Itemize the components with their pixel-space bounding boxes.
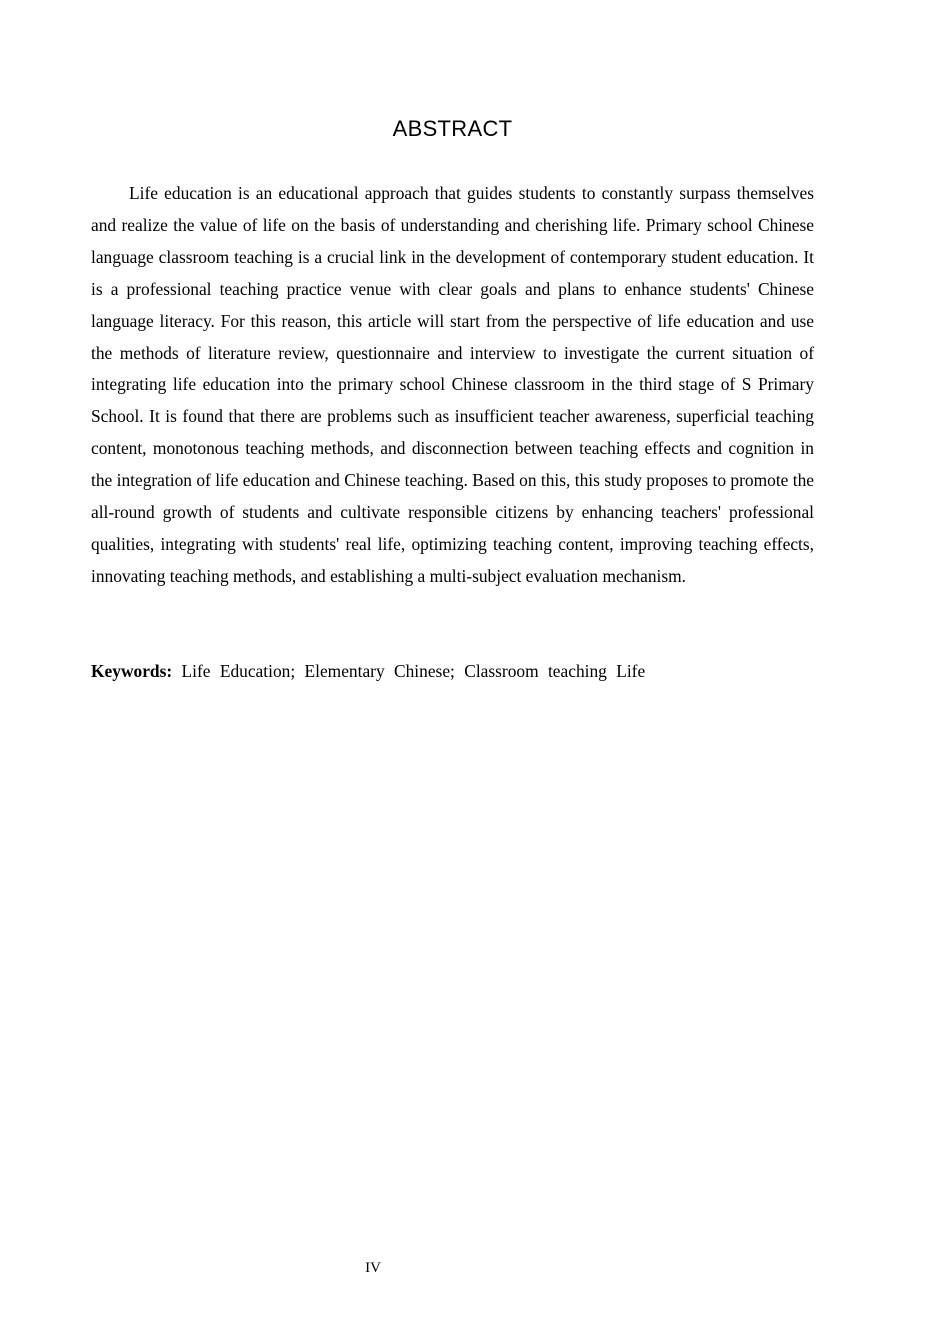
keywords-line: [91, 656, 814, 687]
abstract-body: Life education is an educational approach that guides students to constantly surpass themselves and realize the value of life on the basis of understanding and cherishing life. Primary school Chinese language classroom teaching is a crucial link in the development of contemporary student education. It is a professional teaching practice venue with clear goals and plans to enhance students' Chinese language literacy. For this reason, this article will start from the perspective of life education and use the methods of literature review, questionnaire and interview to investigate the current situation of integrating life education into the primary school Chinese classroom in the third stage of S Primary School. It is found that there are problems such as insufficient teacher awareness, superficial teaching content, monotonous teaching methods, and disconnection between teaching effects and cognition in the integration of life education and Chinese teaching. Based on this, this study proposes to promote the all-round growth of students and cultivate responsible citizens by enhancing teachers' professional qualities, integrating with students' real life, optimizing teaching content, improving teaching effects, innovating teaching methods, and establishing a multi-subject evaluation mechanism.: [91, 183, 814, 586]
keywords-list: Life Education; Elementary Chinese; Classroom teaching Life: [181, 661, 646, 681]
page-number: IV: [365, 1260, 381, 1276]
keywords-label: Keywords:: [91, 661, 173, 681]
abstract-title: ABSTRACT: [392, 116, 513, 141]
